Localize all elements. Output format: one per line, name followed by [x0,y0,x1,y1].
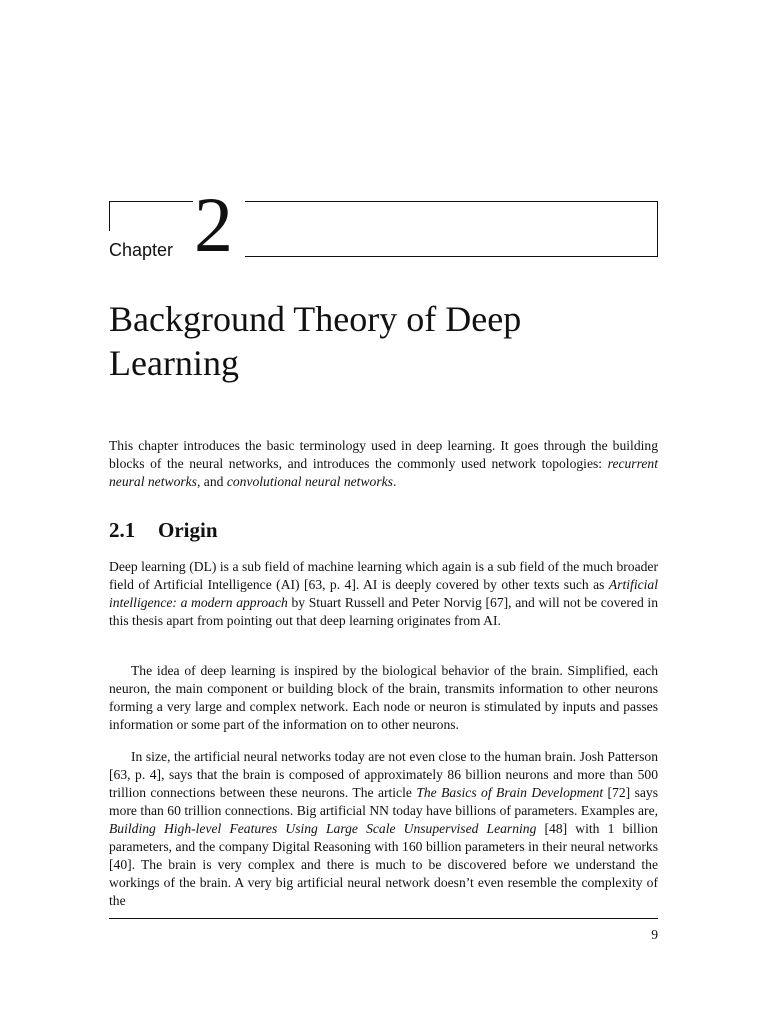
chapter-title-line2: Learning [109,343,239,383]
section-title: Origin [158,518,218,542]
chapter-title-line1: Background Theory of Deep [109,299,522,339]
chapter-number: 2 [194,181,233,268]
footer-rule [109,918,658,919]
chapter-frame [109,201,658,257]
body-paragraph-2: The idea of deep learning is inspired by the biological behavior of the brain. Simplified, each neuron, the main component or building block of the brain, transmits information to other neurons forming a very large and complex network. Each node or neuron is stimulated by inputs and passes information or some part of the information on to other neurons. [109,663,658,732]
section-heading [109,518,218,543]
body-paragraph-3: In size, the artificial neural networks today are not even close to the human brain. Josh Patterson [63, p. 4], says that the brain is composed of approximately 86 billion neurons and more than 500 trillion connections between these neurons. The article The Basics of Brain Development [72] says more than 60 trillion connections. Big artificial NN today have billions of parameters. Examples are, Building High-level Features Using Large Scale Unsupervised Learning [48] with 1 billion parameters, and the company Digital Reasoning with 160 billion parameters in their neural networks [40]. The brain is very complex and there is much to be discovered before we understand the workings of the brain. A very big artificial neural network doesn’t even resemble the complexity of the [109,749,658,908]
body-paragraph-1: Deep learning (DL) is a sub field of machine learning which again is a sub field of the much broader field of Artificial Intelligence (AI) [63, p. 4]. AI is deeply covered by other texts such as Artificial intelligence: a modern approach by Stuart Russell and Peter Norvig [67], and will not be covered in this thesis apart from pointing out that deep learning originates from AI. [109,559,658,628]
intro-paragraph: This chapter introduces the basic terminology used in deep learning. It goes through the building blocks of the neural networks, and introduces the commonly used network topologies: recurrent neural networks, and convolutional neural networks. [109,438,658,489]
section-number: 2.1 [109,518,136,542]
page-number: 9 [651,927,658,942]
chapter-title [109,297,669,385]
chapter-label: Chapter [109,240,174,260]
